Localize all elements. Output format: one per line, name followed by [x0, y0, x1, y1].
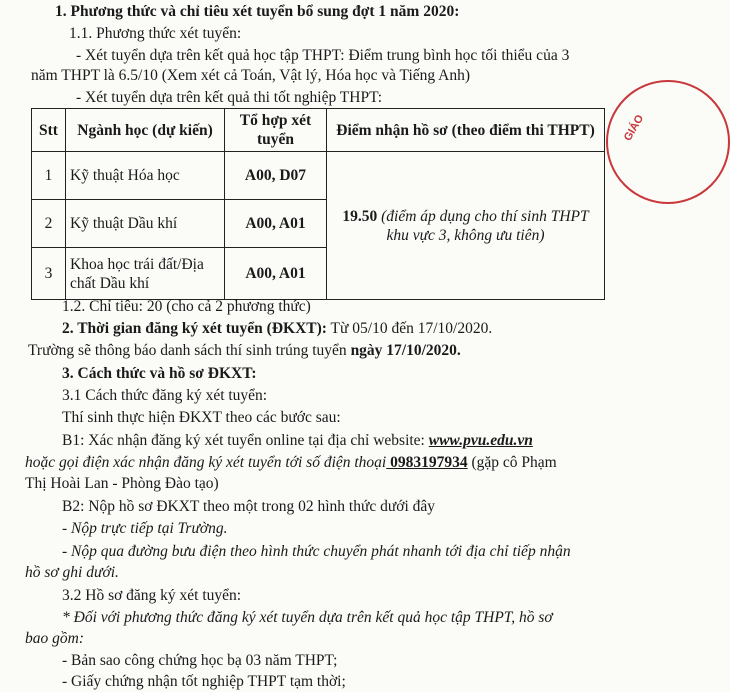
step-b2-option-2: - Nộp qua đường bưu điện theo hình thức chuyển phát nhanh tới địa chỉ tiếp nhận: [62, 543, 571, 560]
subsection-1-1: 1.1. Phương thức xét tuyển:: [69, 25, 242, 42]
step-b1-contact: (gặp cô Phạm: [467, 454, 557, 471]
table-row: [32, 152, 605, 200]
section-2-title: 2. Thời gian đăng ký xét tuyển (ĐKXT):: [62, 320, 327, 337]
notice-date: ngày 17/10/2020.: [350, 342, 461, 359]
admission-table: [31, 108, 605, 300]
stamp-text: GIÁO: [621, 112, 647, 144]
dossier-item: - Bản sao công chứng học bạ 03 năm THPT;: [62, 652, 338, 669]
section-1-heading: 1. Phương thức và chỉ tiêu xét tuyển bổ sung đợt 1 năm 2020:: [55, 3, 460, 20]
paragraph-line: - Xét tuyển dựa trên kết quả học tập THPT: Điểm trung bình học tối thiểu của 3: [76, 47, 570, 64]
section-3-heading: 3. Cách thức và hồ sơ ĐKXT:: [62, 365, 257, 382]
subsection-1-2: 1.2. Chỉ tiêu: 20 (cho cả 2 phương thức): [62, 298, 311, 315]
cell-stt: 2: [32, 200, 66, 248]
table-header-row: [32, 109, 605, 152]
header-combo: Tổ hợp xét tuyển: [225, 109, 327, 152]
step-b2: B2: Nộp hồ sơ ĐKXT theo một trong 02 hình thức dưới đây: [62, 498, 436, 515]
dossier-item: - Giấy chứng nhận tốt nghiệp THPT tạm thời;: [62, 673, 346, 690]
website-link[interactable]: www.pvu.edu.vn: [428, 432, 533, 449]
cell-major: Kỹ thuật Hóa học: [66, 152, 225, 200]
score-value: 19.50: [342, 207, 378, 225]
section-2-heading: [62, 319, 492, 339]
official-stamp: [606, 80, 730, 204]
cell-combo: A00, A01: [225, 248, 327, 300]
steps-intro: Thí sinh thực hiện ĐKXT theo các bước sau:: [62, 409, 341, 426]
header-major: Ngành học (dự kiến): [66, 109, 225, 152]
step-b1: [62, 431, 533, 451]
phone-number[interactable]: 0983197934: [386, 454, 468, 471]
dossier-note: * Đối với phương thức đăng ký xét tuyển dựa trên kết quả học tập THPT, hồ sơ: [62, 609, 553, 626]
cell-major: Kỹ thuật Dầu khí: [66, 200, 225, 248]
cell-score: [327, 152, 605, 300]
header-score: Điểm nhận hồ sơ (theo điểm thi THPT): [327, 109, 605, 152]
subsection-3-2: 3.2 Hồ sơ đăng ký xét tuyển:: [62, 587, 242, 604]
cell-stt: 1: [32, 152, 66, 200]
step-b1-call: hoặc gọi điện xác nhận đăng ký xét tuyển tới số điện thoại: [25, 454, 387, 471]
step-b1-line3: Thị Hoài Lan - Phòng Đào tạo): [25, 475, 219, 492]
cell-combo: A00, D07: [225, 152, 327, 200]
step-b1-line2: [25, 453, 557, 473]
step-b1-text: B1: Xác nhận đăng ký xét tuyển online tại địa chỉ website:: [62, 432, 429, 449]
notice-text: Trường sẽ thông báo danh sách thí sinh trúng tuyển: [28, 342, 351, 359]
cell-combo: A00, A01: [225, 200, 327, 248]
score-note: (điểm áp dụng cho thí sinh THPT khu vực 3, không ưu tiên): [381, 207, 589, 244]
paragraph-line: - Xét tuyển dựa trên kết quả thi tốt nghiệp THPT:: [76, 89, 383, 106]
header-stt: Stt: [32, 109, 66, 152]
subsection-3-1: 3.1 Cách thức đăng ký xét tuyển:: [62, 387, 268, 404]
paragraph-line: năm THPT là 6.5/10 (Xem xét cả Toán, Vật lý, Hóa học và Tiếng Anh): [31, 67, 471, 84]
cell-stt: 3: [32, 248, 66, 300]
registration-period: Từ 05/10 đến 17/10/2020.: [326, 320, 493, 337]
dossier-note-cont: bao gồm:: [25, 630, 84, 647]
cell-major: Khoa học trái đất/Địa chất Dầu khí: [66, 248, 225, 300]
step-b2-option-1: - Nộp trực tiếp tại Trường.: [62, 520, 228, 537]
step-b2-option-2-cont: hồ sơ ghi dưới.: [25, 564, 119, 581]
result-notice: [28, 341, 461, 361]
